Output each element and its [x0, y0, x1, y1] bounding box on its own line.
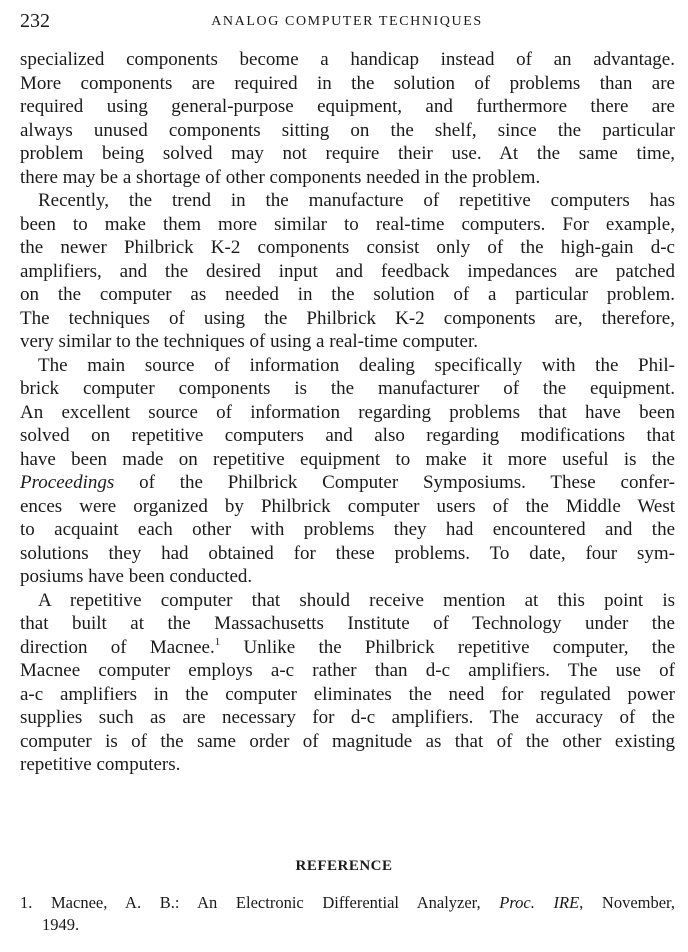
line-text: required using general-purpose equipment, and furthermore there are — [20, 96, 675, 117]
line-text: specialized components become a handicap instead of an advantage. — [20, 49, 675, 70]
line-text: amplifiers, and the desired input and feedback impedances are patched — [20, 260, 675, 282]
line-text: problem being solved may not require their use. At the same time, — [20, 143, 675, 164]
text-line — [20, 424, 675, 448]
line-text: always unused components sitting on the shelf, since the particular — [20, 119, 675, 141]
text-line — [20, 166, 675, 190]
line-text: solved on repetitive computers and also regarding modifications that — [20, 425, 675, 446]
text-line — [20, 377, 675, 401]
text-line — [20, 589, 675, 613]
text-line — [20, 260, 675, 284]
line-text: direction of Macnee. — [20, 636, 215, 658]
line-text: of the Philbrick Computer Symposiums. These confer- — [114, 472, 675, 493]
text-line — [20, 95, 675, 119]
reference-journal: Proc. IRE — [499, 893, 580, 912]
line-text: there may be a shortage of other components needed in the problem. — [20, 166, 541, 188]
text-line — [20, 612, 675, 636]
italic-title: Proceedings — [20, 472, 115, 493]
text-line — [20, 542, 675, 566]
text-line — [20, 448, 675, 472]
line-text: supplies such as are necessary for d-c amplifiers. The accuracy of the — [20, 707, 675, 728]
reference-year: 1949. — [42, 915, 80, 934]
text-line — [20, 636, 675, 660]
line-text: posiums have been conducted. — [20, 566, 253, 587]
line-text: computer is of the same order of magnitude as that of the other existing — [20, 730, 675, 752]
line-text: The techniques of using the Philbrick K-2 components are, therefore, — [20, 307, 675, 329]
reference-date: , November, — [579, 893, 676, 912]
text-line — [20, 706, 675, 730]
line-text: have been made on repetitive equipment to make it more useful is the — [20, 448, 675, 470]
text-line — [20, 730, 675, 754]
text-line — [20, 189, 675, 213]
reference-text: Macnee, A. B.: An Electronic Differential Analyzer, — [51, 893, 500, 912]
text-line — [20, 518, 675, 542]
line-text: repetitive computers. — [20, 754, 181, 775]
text-line — [20, 236, 675, 260]
text-line — [20, 48, 675, 72]
text-line — [20, 119, 675, 143]
line-text: the newer Philbrick K-2 components consist only of the high-gain d-c — [20, 237, 675, 258]
text-line — [20, 683, 675, 707]
line-text: Unlike the Philbrick repetitive computer, the — [220, 636, 676, 658]
reference-heading: REFERENCE — [295, 858, 393, 874]
text-line — [20, 354, 675, 378]
text-line — [20, 72, 675, 96]
line-text: a-c amplifiers in the computer eliminates the need for regulated power — [20, 683, 675, 705]
line-text: solutions they had obtained for these problems. To date, four sym- — [20, 542, 675, 564]
body-text — [20, 48, 675, 777]
reference-line — [20, 892, 675, 914]
line-text: been to make them more similar to real-time computers. For example, — [20, 213, 675, 235]
text-line — [20, 401, 675, 425]
text-line — [20, 565, 675, 589]
page-number: 232 — [20, 10, 50, 32]
reference-number: 1. — [20, 893, 33, 912]
page-header — [20, 10, 674, 36]
line-text: on the computer as needed in the solution of a particular problem. — [20, 284, 675, 305]
line-text: that built at the Massachusetts Institute of Technology under the — [20, 613, 675, 634]
text-line — [20, 307, 675, 331]
text-line — [20, 753, 675, 777]
text-line — [20, 330, 675, 354]
text-line — [20, 283, 675, 307]
text-line — [20, 495, 675, 519]
text-line — [20, 659, 675, 683]
line-text: A repetitive computer that should receive mention at this point is — [38, 589, 675, 611]
footnote-marker: 1 — [214, 635, 221, 648]
text-line — [20, 142, 675, 166]
running-title: ANALOG COMPUTER TECHNIQUES — [211, 14, 483, 29]
line-text: very similar to the techniques of using a real-time computer. — [20, 331, 478, 352]
line-text: An excellent source of information regarding problems that have been — [20, 401, 675, 423]
text-line — [20, 213, 675, 237]
line-text: Recently, the trend in the manufacture of repetitive computers has — [38, 190, 675, 211]
line-text: The main source of information dealing specifically with the Phil- — [38, 354, 675, 376]
line-text: Macnee computer employs a-c rather than d-c amplifiers. The use of — [20, 660, 675, 681]
line-text: More components are required in the solution of problems than are — [20, 72, 675, 94]
text-line — [20, 471, 675, 495]
line-text: brick computer components is the manufacturer of the equipment. — [20, 378, 675, 399]
reference-entry — [20, 892, 675, 936]
line-text: ences were organized by Philbrick computer users of the Middle West — [20, 495, 675, 517]
line-text: to acquaint each other with problems they had encountered and the — [20, 519, 675, 540]
